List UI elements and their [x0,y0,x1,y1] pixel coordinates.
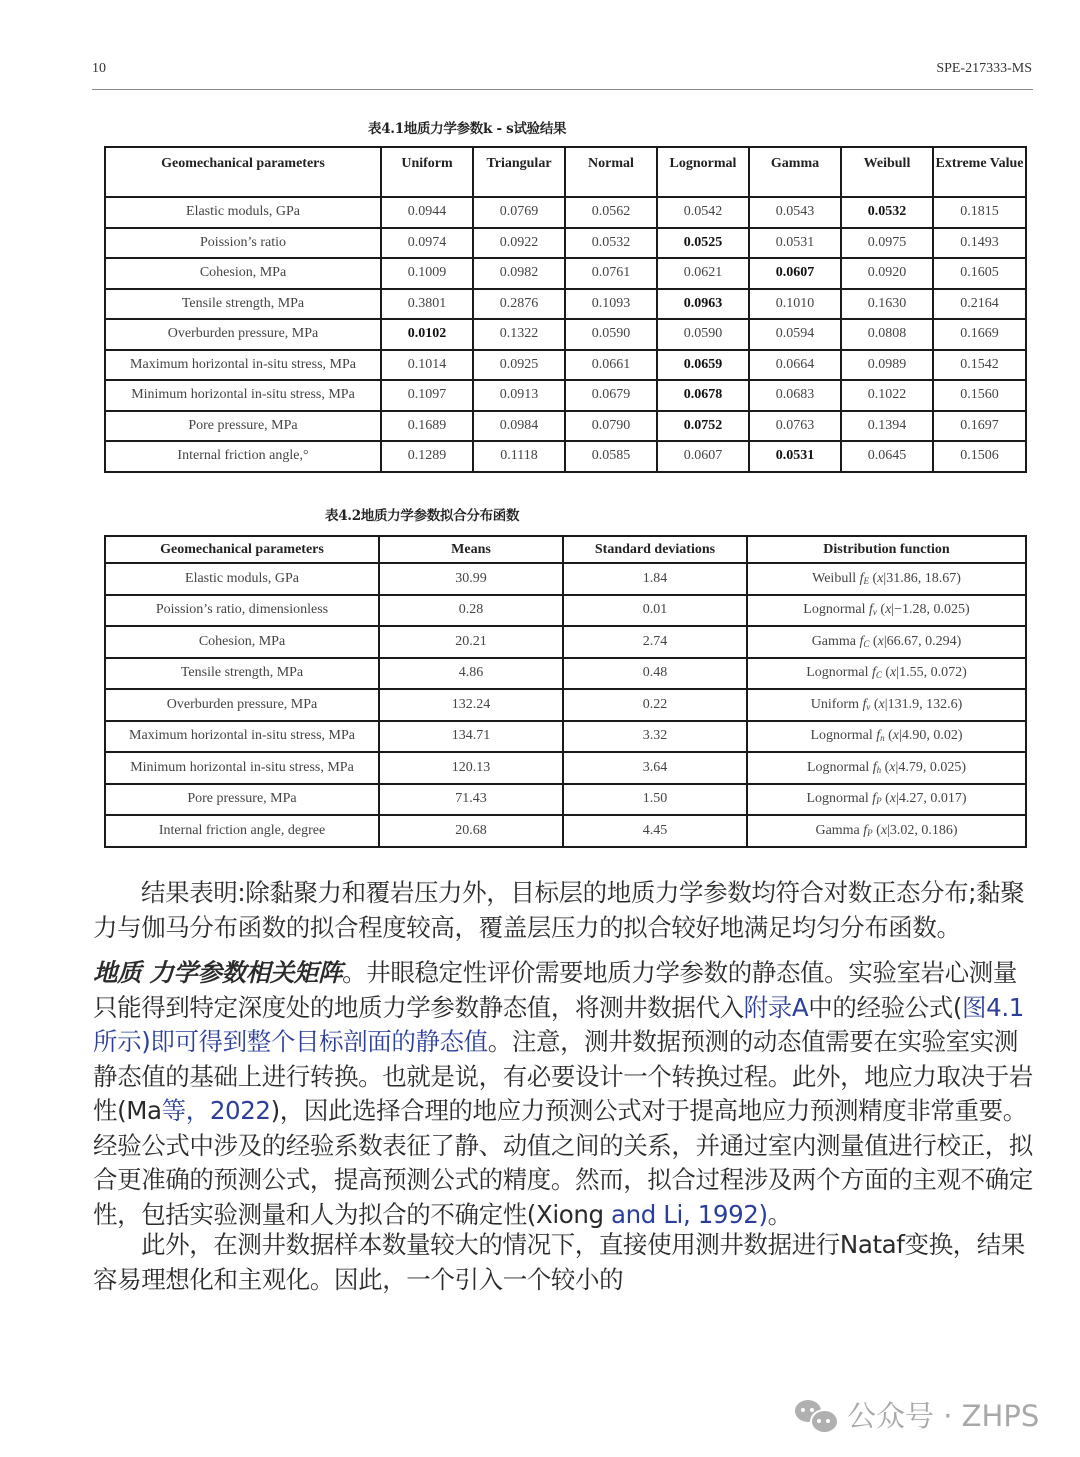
distribution-function-cell: Lognormal $f_n$ (x|4.90, 0.02) [747,721,1026,753]
best-fit-value-cell: 0.0963 [657,289,749,320]
table2-column-header: Distribution function [747,536,1026,563]
mean-cell: 120.13 [379,752,563,784]
distribution-args: 1.55, 0.072 [899,665,963,681]
distribution-name: Lognormal [803,602,866,618]
function-subscript: E [863,575,869,586]
table-row [105,380,1026,411]
function-symbol: f [859,822,868,838]
std-dev-cell: 1.84 [563,563,747,595]
function-symbol: f [856,633,864,649]
parameter-name-cell: Internal friction angle,° [105,441,381,472]
best-fit-value-cell: 0.0752 [657,411,749,442]
function-subscript: h [876,764,882,775]
best-fit-value-cell: 0.0102 [381,319,473,350]
ks-value-cell: 0.1394 [841,411,933,442]
table-row [105,626,1026,658]
ks-value-cell: 0.3801 [381,289,473,320]
table2-column-header: Geomechanical parameters [105,536,379,563]
ks-value-cell: 0.1118 [473,441,565,472]
document-id: SPE-217333-MS [936,61,1032,76]
function-subscript: P [867,827,873,838]
table2-column-header: Means [379,536,563,563]
distribution-name: Lognormal [806,791,869,807]
best-fit-value-cell: 0.0659 [657,350,749,381]
distribution-args: 31.86, 18.67 [886,570,957,586]
ks-value-cell: 0.1506 [933,441,1026,472]
ks-value-cell: 0.1022 [841,380,933,411]
ks-value-cell: 0.0607 [657,441,749,472]
distribution-function-cell: Gamma $f_P$ (x|3.02, 0.186) [747,815,1026,847]
ks-value-cell: 0.0922 [473,228,565,259]
citation-ma-2022-link[interactable]: 等，2022 [161,1096,271,1125]
parameter-name-cell: Pore pressure, MPa [105,784,379,816]
parameter-name-cell: Maximum horizontal in-situ stress, MPa [105,350,381,381]
distribution-name: Gamma [815,822,860,838]
std-dev-cell: 2.74 [563,626,747,658]
mean-cell: 71.43 [379,784,563,816]
parameter-name-cell: Tensile strength, MPa [105,658,379,690]
table-row [105,752,1026,784]
distribution-function-cell: Gamma $f_C$ (x|66.67, 0.294) [747,626,1026,658]
parameter-name-cell: Pore pressure, MPa [105,411,381,442]
table-row [105,721,1026,753]
table-row [105,411,1026,442]
section-lead-heading: 地质 力学参数相关矩阵 [93,958,343,987]
ks-value-cell: 0.1009 [381,258,473,289]
page-number: 10 [92,61,106,76]
parameter-name-cell: Minimum horizontal in-situ stress, MPa [105,752,379,784]
distribution-args: 4.27, 0.017 [898,791,962,807]
ks-value-cell: 0.0562 [565,197,657,228]
function-symbol: f [865,602,873,618]
ks-value-cell: 0.0664 [749,350,841,381]
best-fit-value-cell: 0.0531 [749,441,841,472]
mean-cell: 20.68 [379,815,563,847]
ks-value-cell: 0.0590 [657,319,749,350]
figure-4-1-link[interactable]: 图4.1所示)即可得到整个目标剖面的静态值 [93,992,1024,1056]
table-row [105,289,1026,320]
function-subscript: v [872,607,877,618]
ks-value-cell: 0.0944 [381,197,473,228]
header-divider [92,89,1033,90]
ks-value-cell: 0.0531 [749,228,841,259]
table1-column-header: Geomechanical parameters [105,147,381,197]
function-symbol: f [856,570,864,586]
ks-value-cell: 0.0621 [657,258,749,289]
ks-value-cell: 0.1097 [381,380,473,411]
ks-value-cell: 0.2164 [933,289,1026,320]
table1-column-header: Lognormal [657,147,749,197]
mean-cell: 30.99 [379,563,563,595]
table1-column-header: Normal [565,147,657,197]
distribution-args: 4.90, 0.02 [901,728,958,744]
ks-value-cell: 0.0989 [841,350,933,381]
table2-caption: 表4.2地质力学参数拟合分布函数 [325,508,520,524]
ks-value-cell: 0.1493 [933,228,1026,259]
ks-value-cell: 0.1669 [933,319,1026,350]
mean-cell: 20.21 [379,626,563,658]
ks-value-cell: 0.0590 [565,319,657,350]
ks-value-cell: 0.0761 [565,258,657,289]
function-symbol: f [868,665,876,681]
distribution-args: −1.28, 0.025 [894,602,966,618]
table-row [105,689,1026,721]
results-paragraph [93,876,1035,945]
std-dev-cell: 1.50 [563,784,747,816]
ks-value-cell: 0.0683 [749,380,841,411]
ks-value-cell: 0.0974 [381,228,473,259]
parameter-name-cell: Overburden pressure, MPa [105,319,381,350]
ks-value-cell: 0.0808 [841,319,933,350]
best-fit-value-cell: 0.0525 [657,228,749,259]
ks-value-cell: 0.0645 [841,441,933,472]
ks-value-cell: 0.0661 [565,350,657,381]
table-row [105,258,1026,289]
distribution-function-cell: Uniform $f_v$ (x|131.9, 132.6) [747,689,1026,721]
table2-header-row [105,536,1026,563]
distribution-function-cell: Lognormal $f_h$ (x|4.79, 0.025) [747,752,1026,784]
table-row [105,563,1026,595]
ks-value-cell: 0.0763 [749,411,841,442]
ks-value-cell: 0.1689 [381,411,473,442]
ks-value-cell: 0.1014 [381,350,473,381]
best-fit-value-cell: 0.0532 [841,197,933,228]
distribution-name: Weibull [812,570,857,586]
std-dev-cell: 3.32 [563,721,747,753]
mean-cell: 0.28 [379,595,563,627]
parameter-name-cell: Cohesion, MPa [105,626,379,658]
function-subscript: C [875,670,882,681]
std-dev-cell: 3.64 [563,752,747,784]
ks-value-cell: 0.0920 [841,258,933,289]
paragraph-text: )，因此选择合理的地应力预测公式对于提高地应力预测精度非常重要。经验公式中涉及的经验系数表征了静、动值之间的关系，并通过室内测量值进行校正，拟合更准确的预测公式，提高预测公式的精度。然而，拟合过程涉及两个方面的主观不确定性，包括实验测量和人为拟合的不确定性(Xiong [93,1096,1033,1229]
ks-value-cell: 0.0925 [473,350,565,381]
parameter-name-cell: Tensile strength, MPa [105,289,381,320]
wechat-icon [795,1398,839,1432]
function-symbol: f [858,696,867,712]
table-row [105,815,1026,847]
ks-value-cell: 0.1697 [933,411,1026,442]
appendix-a-link[interactable]: 附录A [743,992,809,1022]
std-dev-cell: 0.22 [563,689,747,721]
distribution-function-cell: Lognormal $f_C$ (x|1.55, 0.072) [747,658,1026,690]
ks-value-cell: 0.0984 [473,411,565,442]
distribution-fit-table [104,535,1027,848]
watermark-text: 公众号 · ZHPS [847,1399,1040,1433]
ks-value-cell: 0.1605 [933,258,1026,289]
table2-column-header: Standard deviations [563,536,747,563]
table1-column-header: Uniform [381,147,473,197]
table-row [105,658,1026,690]
function-subscript: n [880,733,885,744]
parameter-name-cell: Poission’s ratio, dimensionless [105,595,379,627]
ks-value-cell: 0.0679 [565,380,657,411]
distribution-function-cell: Lognormal $f_v$ (x|−1.28, 0.025) [747,595,1026,627]
std-dev-cell: 0.48 [563,658,747,690]
distribution-args: 66.67, 0.294 [886,633,957,649]
function-subscript: P [876,796,882,807]
distribution-name: Lognormal [807,759,870,775]
ks-value-cell: 0.0790 [565,411,657,442]
ks-test-table [104,146,1027,473]
ks-value-cell: 0.1815 [933,197,1026,228]
table1-header-row [105,147,1026,197]
ks-value-cell: 0.1093 [565,289,657,320]
function-subscript: v [866,701,871,712]
distribution-args: 4.79, 0.025 [898,759,962,775]
table-row [105,228,1026,259]
ks-value-cell: 0.1010 [749,289,841,320]
table1-column-header: Weibull [841,147,933,197]
ks-value-cell: 0.1289 [381,441,473,472]
distribution-args: 131.9, 132.6 [887,696,958,712]
parameter-name-cell: Elastic moduls, GPa [105,563,379,595]
parameter-name-cell: Poission’s ratio [105,228,381,259]
watermark [795,1394,1039,1435]
parameter-name-cell: Elastic moduls, GPa [105,197,381,228]
function-symbol: f [872,728,881,744]
table-row [105,350,1026,381]
ks-value-cell: 0.1630 [841,289,933,320]
parameter-name-cell: Overburden pressure, MPa [105,689,379,721]
paragraph-text: 。注意，测井数据预测的动态值需要在实验室实测静态值的基础上进行转换。也就是说，有必要设计一个转换过程。此外，地应力取决于岩性(Ma [93,1027,1033,1125]
mean-cell: 134.71 [379,721,563,753]
std-dev-cell: 0.01 [563,595,747,627]
function-subscript: C [863,638,870,649]
ks-value-cell: 0.0594 [749,319,841,350]
table-row [105,197,1026,228]
table1-caption: 表4.1地质力学参数k - s试验结果 [368,121,567,137]
table1-column-header: Extreme Value [933,147,1026,197]
best-fit-value-cell: 0.0678 [657,380,749,411]
parameter-name-cell: Minimum horizontal in-situ stress, MPa [105,380,381,411]
table1-column-header: Triangular [473,147,565,197]
ks-value-cell: 0.0982 [473,258,565,289]
parameter-name-cell: Maximum horizontal in-situ stress, MPa [105,721,379,753]
ks-value-cell: 0.0542 [657,197,749,228]
parameter-name-cell: Internal friction angle, degree [105,815,379,847]
distribution-args: 3.02, 0.186 [889,822,953,838]
mean-cell: 132.24 [379,689,563,721]
nataf-paragraph [93,1228,1035,1297]
distribution-name: Gamma [811,633,857,649]
ks-value-cell: 0.0532 [565,228,657,259]
ks-value-cell: 0.2876 [473,289,565,320]
paragraph-text: 中的经验公式( [808,992,963,1022]
std-dev-cell: 4.45 [563,815,747,847]
citation-xiong-li-1992-link[interactable]: and Li, 1992) [611,1199,768,1229]
distribution-name: Lognormal [806,665,869,681]
ks-value-cell: 0.0769 [473,197,565,228]
function-symbol: f [869,759,877,775]
table-row [105,595,1026,627]
table1-column-header: Gamma [749,147,841,197]
paragraph-text: 。井眼稳定性评价需要地质力学参数的静态值。实验室岩心测量只能得到特定深度处的地质力学参数静态值，将测井数据代入 [93,958,1017,1022]
ks-value-cell: 0.0543 [749,197,841,228]
table-row [105,441,1026,472]
results-text: 结果表明:除黏聚力和覆岩压力外，目标层的地质力学参数均符合对数正态分布;黏聚力与伽马分布函数的拟合程度较高，覆盖层压力的拟合较好地满足均匀分布函数。 [93,878,1025,942]
table-row [105,784,1026,816]
paragraph-text: 。 [767,1199,792,1229]
ks-value-cell: 0.1322 [473,319,565,350]
ks-value-cell: 0.0585 [565,441,657,472]
table-row [105,319,1026,350]
distribution-function-cell: Lognormal $f_P$ (x|4.27, 0.017) [747,784,1026,816]
ks-value-cell: 0.0913 [473,380,565,411]
parameter-name-cell: Cohesion, MPa [105,258,381,289]
best-fit-value-cell: 0.0607 [749,258,841,289]
ks-value-cell: 0.0975 [841,228,933,259]
nataf-text: 此外，在测井数据样本数量较大的情况下，直接使用测井数据进行Nataf变换，结果容易理想化和主观化。因此，一个引入一个较小的 [93,1230,1025,1294]
ks-value-cell: 0.1560 [933,380,1026,411]
ks-value-cell: 0.1542 [933,350,1026,381]
function-symbol: f [868,791,877,807]
mean-cell: 4.86 [379,658,563,690]
distribution-name: Uniform [810,696,859,712]
distribution-name: Lognormal [810,728,873,744]
distribution-function-cell: Weibull $f_E$ (x|31.86, 18.67) [747,563,1026,595]
correlation-matrix-paragraph [93,956,1035,1232]
